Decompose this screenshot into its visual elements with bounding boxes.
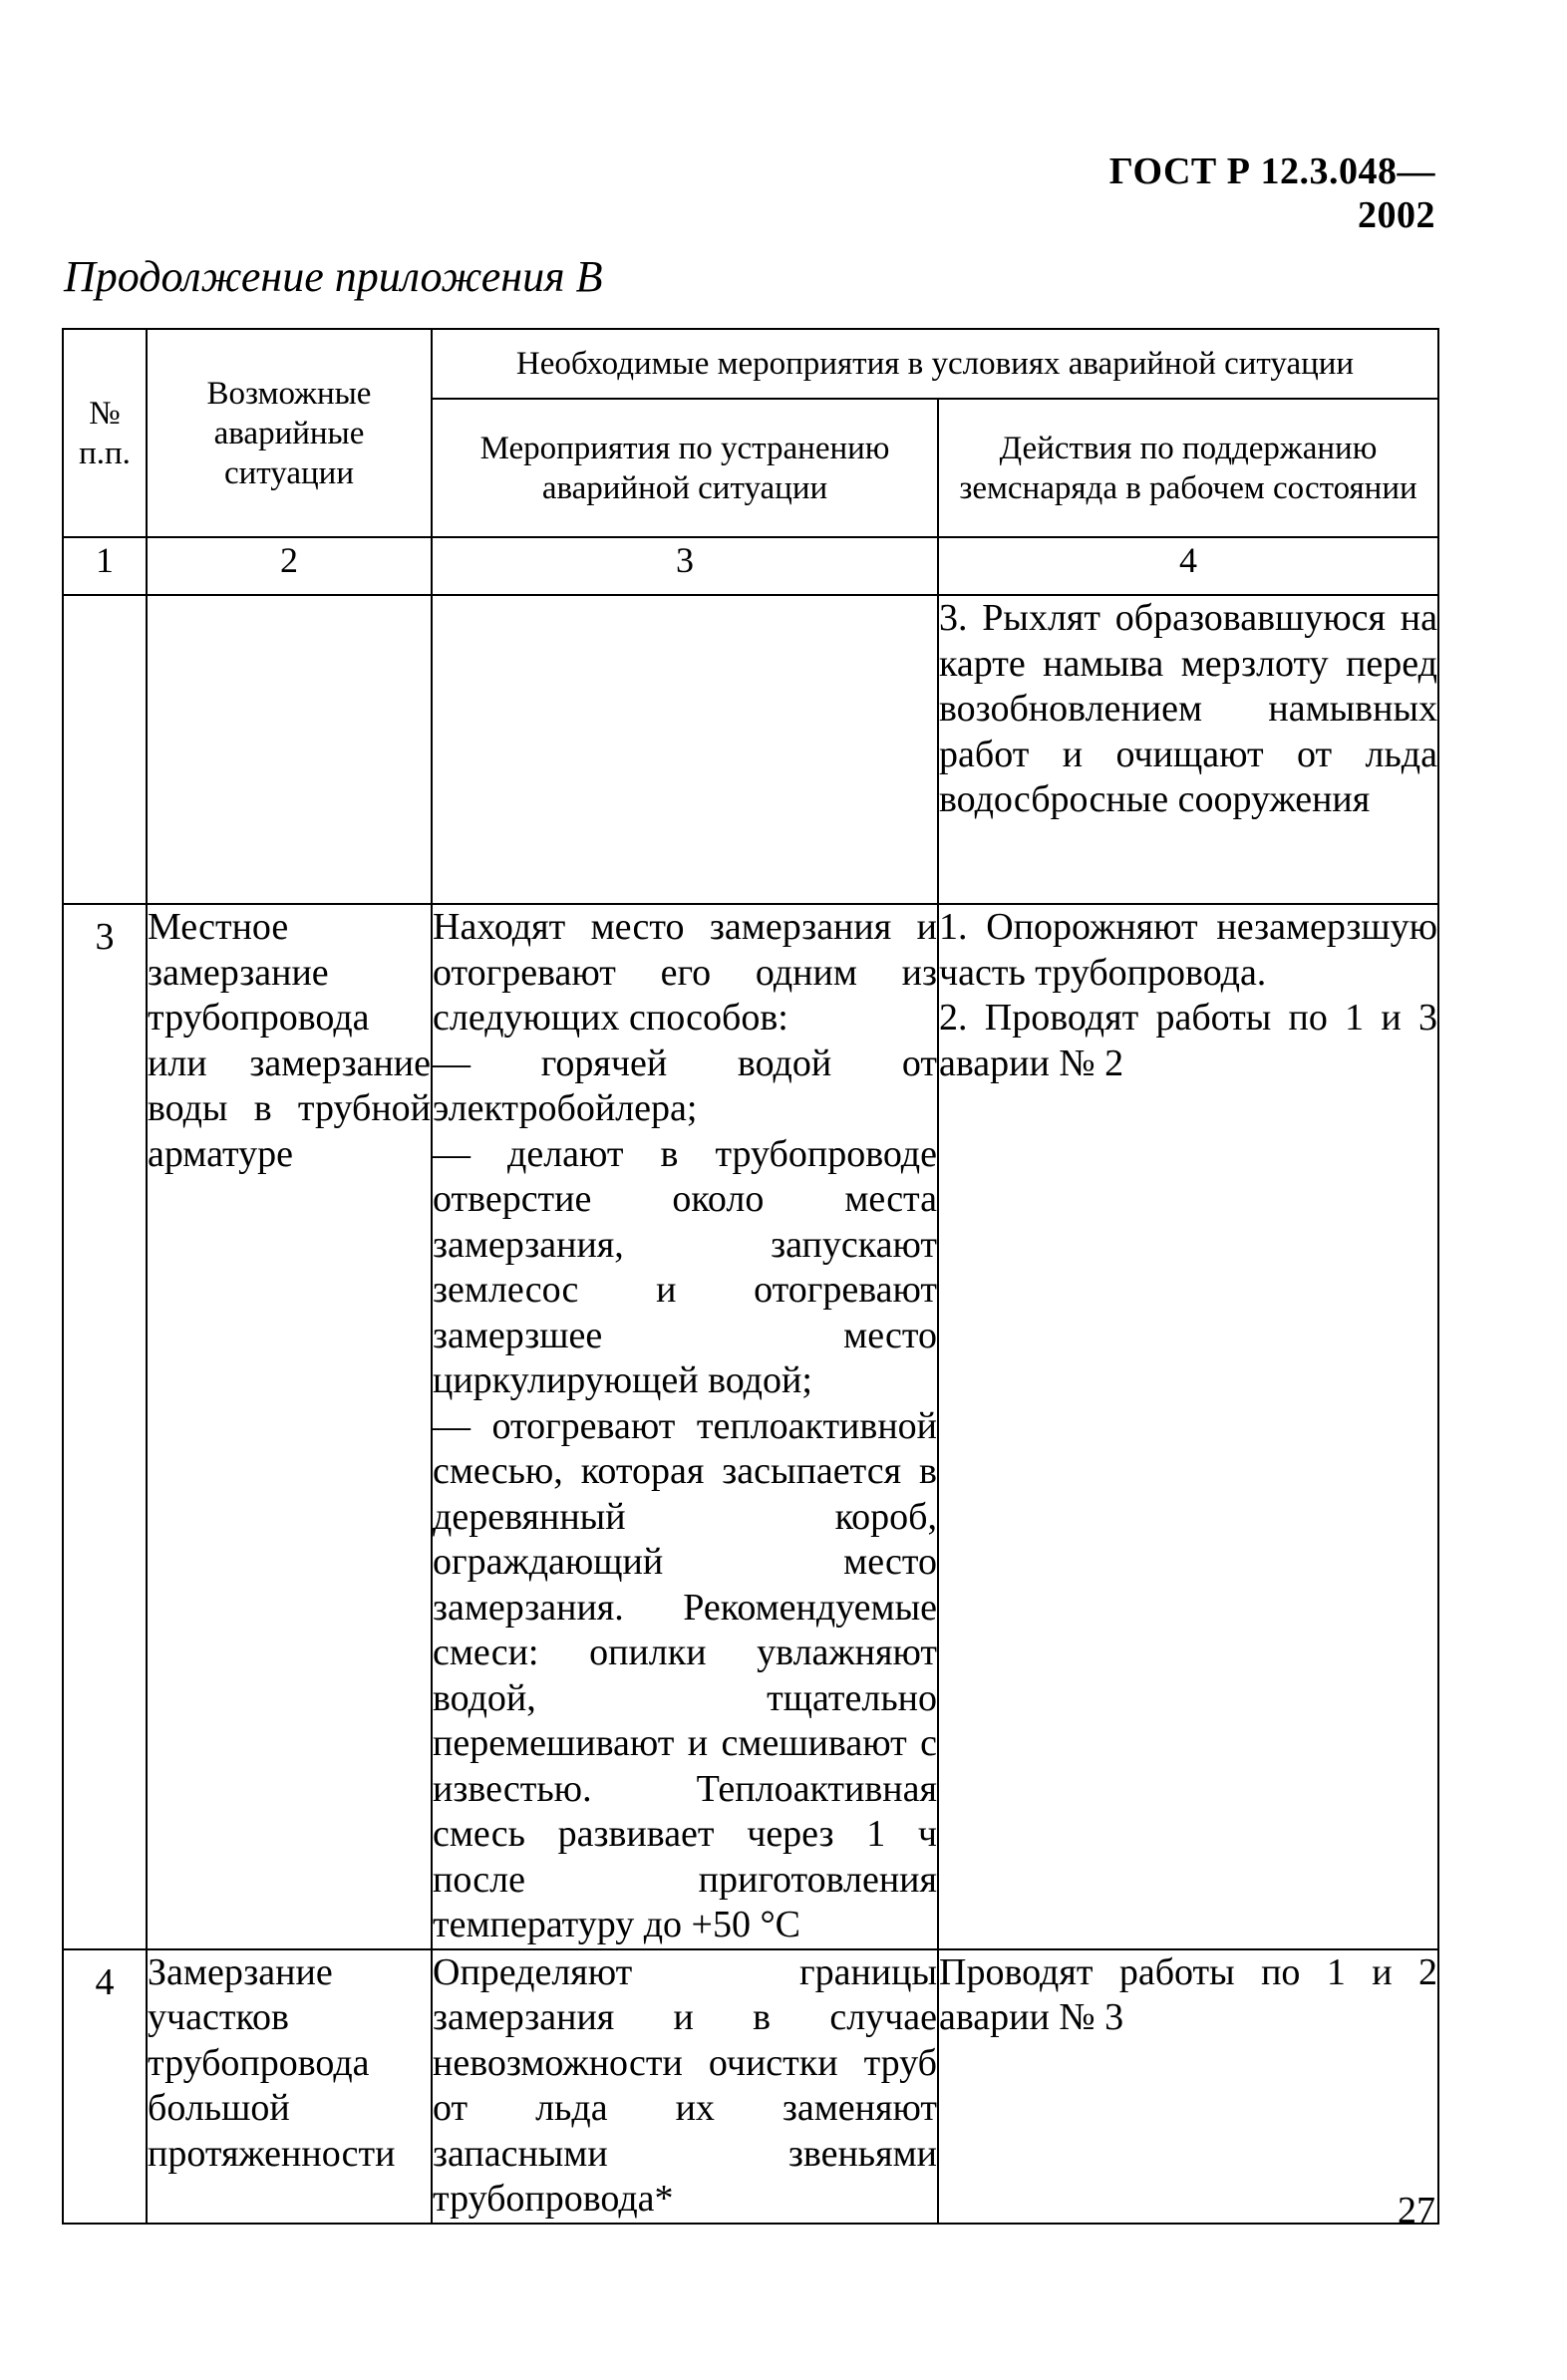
header-num: № п.п. xyxy=(63,329,147,537)
emergency-measures-table xyxy=(62,328,1439,2225)
row-maintenance: 3. Рыхлят образовавшуюся на карте намыва мерзлоту перед возобновлением намывных работ и очищают от льда водосбросные сооружения xyxy=(938,595,1438,904)
continuation-title: Продолжение приложения В xyxy=(64,252,603,301)
document-code: ГОСТ Р 12.3.048—2002 xyxy=(1108,150,1435,236)
header-measures-group: Необходимые мероприятия в условиях аварийной ситуации xyxy=(432,329,1438,399)
row-elimination xyxy=(432,595,938,904)
row-situation: Замерзание участков трубопровода большой протяженности xyxy=(147,1949,432,2224)
row-elimination: Находят место замерзания и отогревают его одним из следующих способов: — горячей водой от электробойлера; — делают в трубопроводе отверстие около места замерзания, запускают землесос и отогревают замерзшее место циркулирующей водой; — отогревают теплоактивной смесью, которая засыпается в деревянный короб, ограждающий место замерзания. Рекомендуемые смеси: опилки увлажняют водой, тщательно перемешивают и смешивают с известью. Теплоактивная смесь развивает через 1 ч после приготовления температуру до +50 °С xyxy=(432,904,938,1949)
row-situation: Местное замерзание трубопровода или замерзание воды в трубной арматуре xyxy=(147,904,432,1949)
header-elimination: Мероприятия по устранению аварийной ситуации xyxy=(432,399,938,537)
column-number: 2 xyxy=(147,537,432,595)
column-numbers-row xyxy=(63,537,1438,595)
header-situations: Возможные аварийные ситуации xyxy=(147,329,432,537)
table-row xyxy=(63,904,1438,1949)
row-num: 3 xyxy=(63,904,147,1949)
row-maintenance: Проводят работы по 1 и 2 аварии № 3 xyxy=(938,1949,1438,2224)
row-num: 4 xyxy=(63,1949,147,2224)
column-number: 3 xyxy=(432,537,938,595)
column-number: 4 xyxy=(938,537,1438,595)
row-maintenance: 1. Опорожняют незамерзшую часть трубопровода. 2. Проводят работы по 1 и 3 аварии № 2 xyxy=(938,904,1438,1949)
row-num xyxy=(63,595,147,904)
table-row xyxy=(63,1949,1438,2224)
row-elimination: Определяют границы замерзания и в случае невозможности очистки труб от льда их заменяют запасными звеньями трубопровода* xyxy=(432,1949,938,2224)
column-number: 1 xyxy=(63,537,147,595)
row-situation xyxy=(147,595,432,904)
table-header-row xyxy=(63,329,1438,399)
table-row xyxy=(63,595,1438,904)
page-number: 27 xyxy=(1398,2190,1435,2231)
header-maintenance: Действия по поддержанию земснаряда в рабочем состоянии xyxy=(938,399,1438,537)
